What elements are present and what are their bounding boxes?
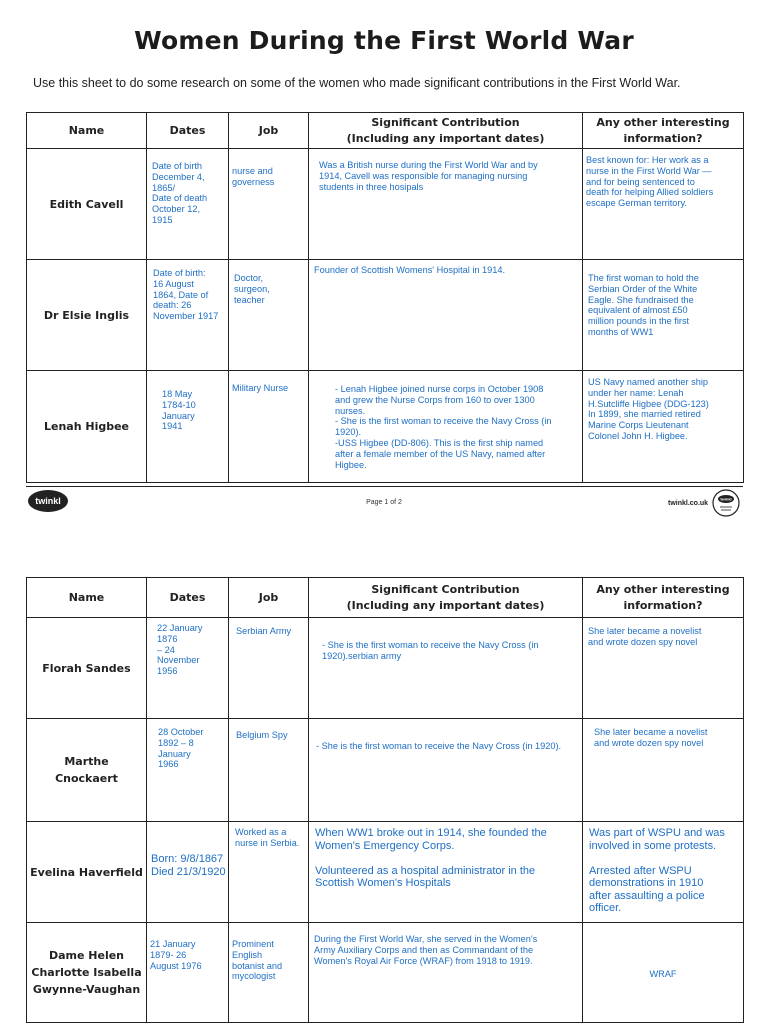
contribution-text: - She is the first woman to receive the Navy Cross (in 1920). [316, 741, 562, 751]
header-contribution: Significant Contribution (Including any important dates) [309, 578, 583, 618]
page-number: Page 1 of 2 [366, 499, 402, 506]
job-text: Military Nurse [232, 383, 289, 393]
row-other [583, 822, 744, 923]
header-other: Any other interesting information? [583, 578, 744, 618]
contribution-text: During the First World War, she served in the Women's Army Auxiliary Corps and then as Commandant of the Women's Royal Air Force (WRAF) from 1918 to 1919. [314, 934, 538, 966]
row-dates [147, 923, 229, 1023]
row-job [229, 618, 309, 719]
row-job [229, 371, 309, 483]
dates-text: 28 October 1892 – 8 January 1966 [158, 727, 204, 770]
header-job: Job [229, 113, 309, 149]
job-text: Doctor, surgeon, teacher [234, 273, 270, 305]
page-title: Women During the First World War [134, 26, 634, 55]
row-other [583, 923, 744, 1023]
site-url[interactable]: twinkl.co.uk [668, 500, 709, 507]
row-dates [147, 822, 229, 923]
header-dates: Dates [147, 578, 229, 618]
job-text: Worked as a nurse in Serbia. [235, 827, 300, 848]
row-contribution [309, 719, 583, 822]
table-row [27, 719, 744, 822]
row-other [583, 618, 744, 719]
row-contribution [309, 371, 583, 483]
women-table-page-2 [26, 577, 744, 1023]
header-name: Name [27, 578, 147, 618]
other-text: She later became a novelist and wrote dozen spy novel [594, 727, 708, 748]
job-text: Belgium Spy [236, 730, 288, 740]
table-row [27, 260, 744, 371]
row-contribution [309, 618, 583, 719]
row-dates [147, 260, 229, 371]
row-contribution [309, 822, 583, 923]
dates-text: Date of birth December 4, 1865/ Date of death October 12, 1915 [152, 161, 208, 225]
row-dates [147, 149, 229, 260]
row-dates [147, 371, 229, 483]
contribution-text: Was a British nurse during the First World War and by 1914, Cavell was responsible for managing nursing students in three hosipals [319, 160, 538, 192]
row-name: Marthe Cnockaert [27, 719, 147, 822]
header-name: Name [27, 113, 147, 149]
row-other [583, 371, 744, 483]
row-job [229, 149, 309, 260]
dates-text: 18 May 1784-10 January 1941 [162, 389, 196, 432]
row-name: Florah Sandes [27, 618, 147, 719]
contribution-text: When WW1 broke out in 1914, she founded the Women's Emergency Corps. Volunteered as a hospital administrator in the Scottish Women's Hospitals [315, 827, 547, 889]
row-dates [147, 618, 229, 719]
badge-text: twinkl [720, 496, 732, 502]
row-dates [147, 719, 229, 822]
contribution-text: - She is the first woman to receive the Navy Cross (in 1920).serbian army [322, 640, 539, 661]
table-row [27, 618, 744, 719]
row-contribution [309, 149, 583, 260]
dates-text: 22 January 1876 – 24 November 1956 [157, 623, 203, 677]
row-other [583, 260, 744, 371]
header-dates: Dates [147, 113, 229, 149]
table-row [27, 923, 744, 1023]
dates-text: Born: 9/8/1867 Died 21/3/1920 [151, 853, 226, 878]
row-name: Lenah Higbee [27, 371, 147, 483]
row-name: Dr Elsie Inglis [27, 260, 147, 371]
other-text: The first woman to hold the Serbian Order of the White Eagle. She fundraised the equivalent of almost £50 million pounds in the first months of WW1 [588, 273, 699, 337]
row-contribution [309, 923, 583, 1023]
header-job: Job [229, 578, 309, 618]
contribution-text: - Lenah Higbee joined nurse corps in October 1908 and grew the Nurse Corps from 160 to over 1300 nurses. - She is the first woman to receive the Navy Cross (in 1920). -USS Higbee (DD-806). This is the first ship named after a female member of the US Navy, named after Higbee. [335, 384, 552, 470]
row-name: Dame Helen Charlotte Isabella Gwynne-Vaughan [27, 923, 147, 1023]
job-text: Serbian Army [236, 626, 292, 636]
header-contribution: Significant Contribution (Including any important dates) [309, 113, 583, 149]
other-text: She later became a novelist and wrote dozen spy novel [588, 626, 702, 647]
table-row [27, 149, 744, 260]
other-text: Was part of WSPU and was involved in some protests. Arrested after WSPU demonstrations in 1910 after assaulting a police officer. [589, 827, 725, 914]
row-job [229, 923, 309, 1023]
row-other [583, 719, 744, 822]
logo-text: twinkl [35, 496, 61, 506]
intro-text: Use this sheet to do some research on some of the women who made significant contributions in the First World War. [33, 76, 681, 90]
row-job [229, 260, 309, 371]
dates-text: 21 January 1879- 26 August 1976 [150, 939, 202, 971]
row-job [229, 719, 309, 822]
row-name: Evelina Haverfield [27, 822, 147, 923]
job-text: nurse and governess [232, 166, 275, 187]
job-text: Prominent English botanist and mycologist [232, 939, 283, 982]
footer-divider [26, 486, 743, 487]
women-table-page-1 [26, 112, 744, 483]
row-other [583, 149, 744, 260]
row-contribution [309, 260, 583, 371]
table-row [27, 371, 744, 483]
other-text: US Navy named another ship under her name: Lenah H.Sutcliffe Higbee (DDG-123) In 1899, she married retired Marine Corps Lieutenant Colonel John H. Higbee. [588, 377, 709, 441]
row-name: Edith Cavell [27, 149, 147, 260]
table-row [27, 822, 744, 923]
dates-text: Date of birth: 16 August 1864, Date of death: 26 November 1917 [153, 268, 219, 322]
quality-badge-icon [711, 488, 741, 518]
header-other: Any other interesting information? [583, 113, 744, 149]
contribution-text: Founder of Scottish Womens' Hospital in 1914. [314, 265, 506, 275]
row-job [229, 822, 309, 923]
other-text: WRAF [649, 968, 677, 979]
other-text: Best known for: Her work as a nurse in the First World War — and for being sentenced to death for helping Allied soldiers escape German territory. [586, 155, 714, 209]
